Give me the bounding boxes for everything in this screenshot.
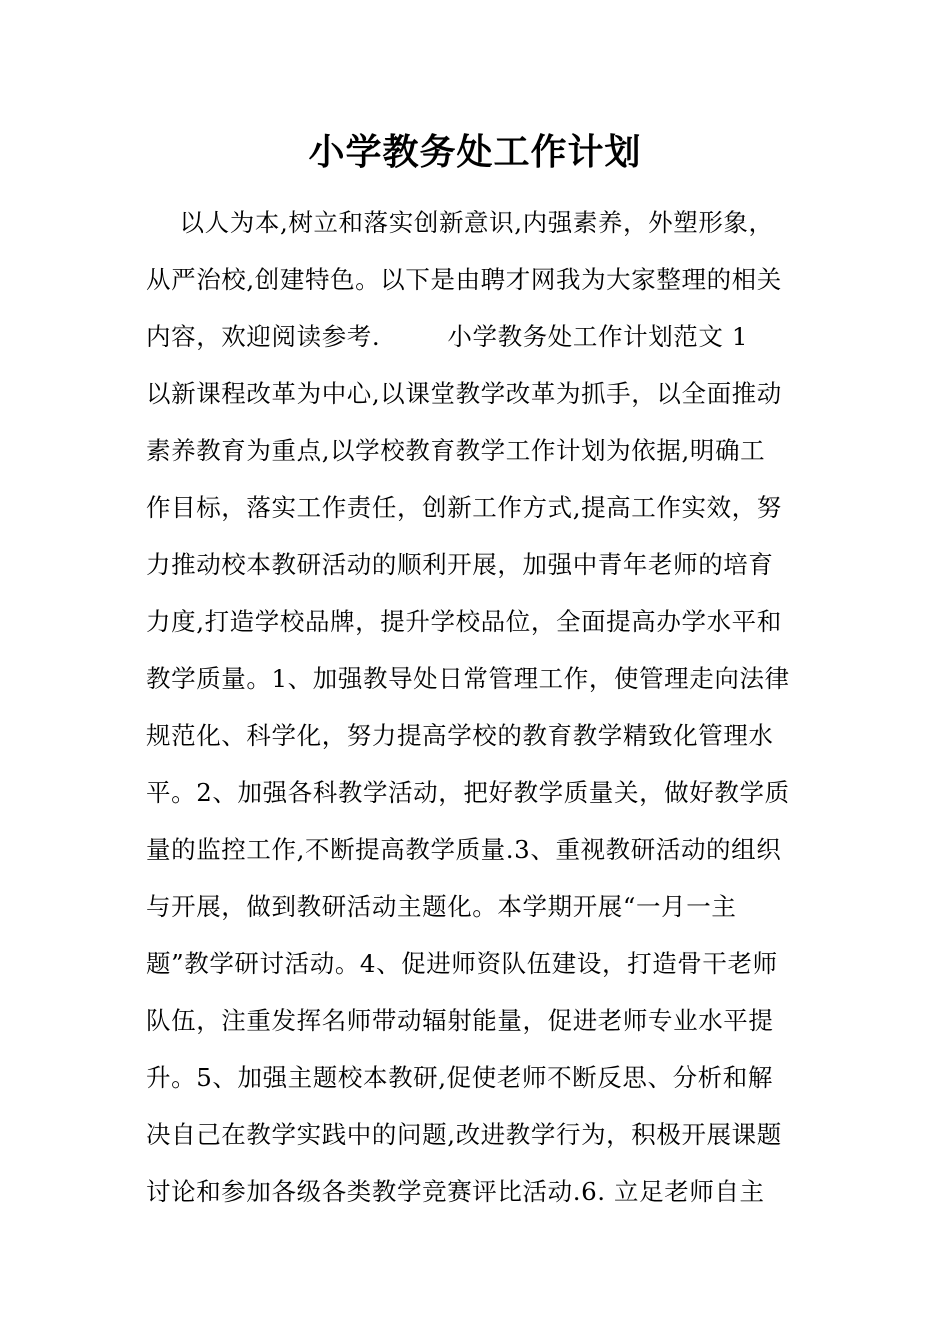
body-line: 教学质量。1、加强教导处日常管理工作，使管理走向法律 <box>146 664 790 693</box>
body-line: 量的监控工作,不断提高教学质量.3、重视教研活动的组织 <box>146 835 782 864</box>
body-line: 力推动校本教研活动的顺利开展，加强中青年老师的培育 <box>146 550 774 579</box>
body-line: 规范化、科学化，努力提高学校的教育教学精致化管理水 <box>146 721 774 750</box>
body-line: 决自己在教学实践中的问题,改进教学行为，积极开展课题 <box>146 1120 782 1149</box>
body-line: 升。5、加强主题校本教研,促使老师不断反思、分析和解 <box>146 1063 773 1092</box>
document-title: 小学教务处工作计划 <box>308 131 642 173</box>
body-line: 力度,打造学校品牌，提升学校品位，全面提高办学水平和 <box>146 607 782 636</box>
body-line: 内容，欢迎阅读参考. 小学教务处工作计划范文 1 <box>146 322 749 351</box>
body-line: 题”教学研讨活动。4、促进师资队伍建设，打造骨干老师 <box>146 949 778 978</box>
document-body <box>146 194 806 1220</box>
body-line: 平。2、加强各科教学活动，把好教学质量关，做好教学质 <box>146 778 790 807</box>
body-line: 作目标，落实工作责任，创新工作方式,提高工作实效，努 <box>146 493 782 522</box>
body-line: 队伍，注重发挥名师带动辐射能量，促进老师专业水平提 <box>146 1006 774 1035</box>
body-line: 从严治校,创建特色。以下是由聘才网我为大家整理的相关 <box>146 265 782 294</box>
body-line: 与开展，做到教研活动主题化。本学期开展“一月一主 <box>146 892 737 921</box>
body-line: 素养教育为重点,以学校教育教学工作计划为依据,明确工 <box>146 436 766 465</box>
body-line: 讨论和参加各级各类教学竞赛评比活动.6. 立足老师自主 <box>146 1177 765 1206</box>
body-line: 以新课程改革为中心,以课堂教学改革为抓手，以全面推动 <box>146 379 782 408</box>
body-line: 以人为本,树立和落实创新意识,内强素养，外塑形象， <box>146 208 774 237</box>
